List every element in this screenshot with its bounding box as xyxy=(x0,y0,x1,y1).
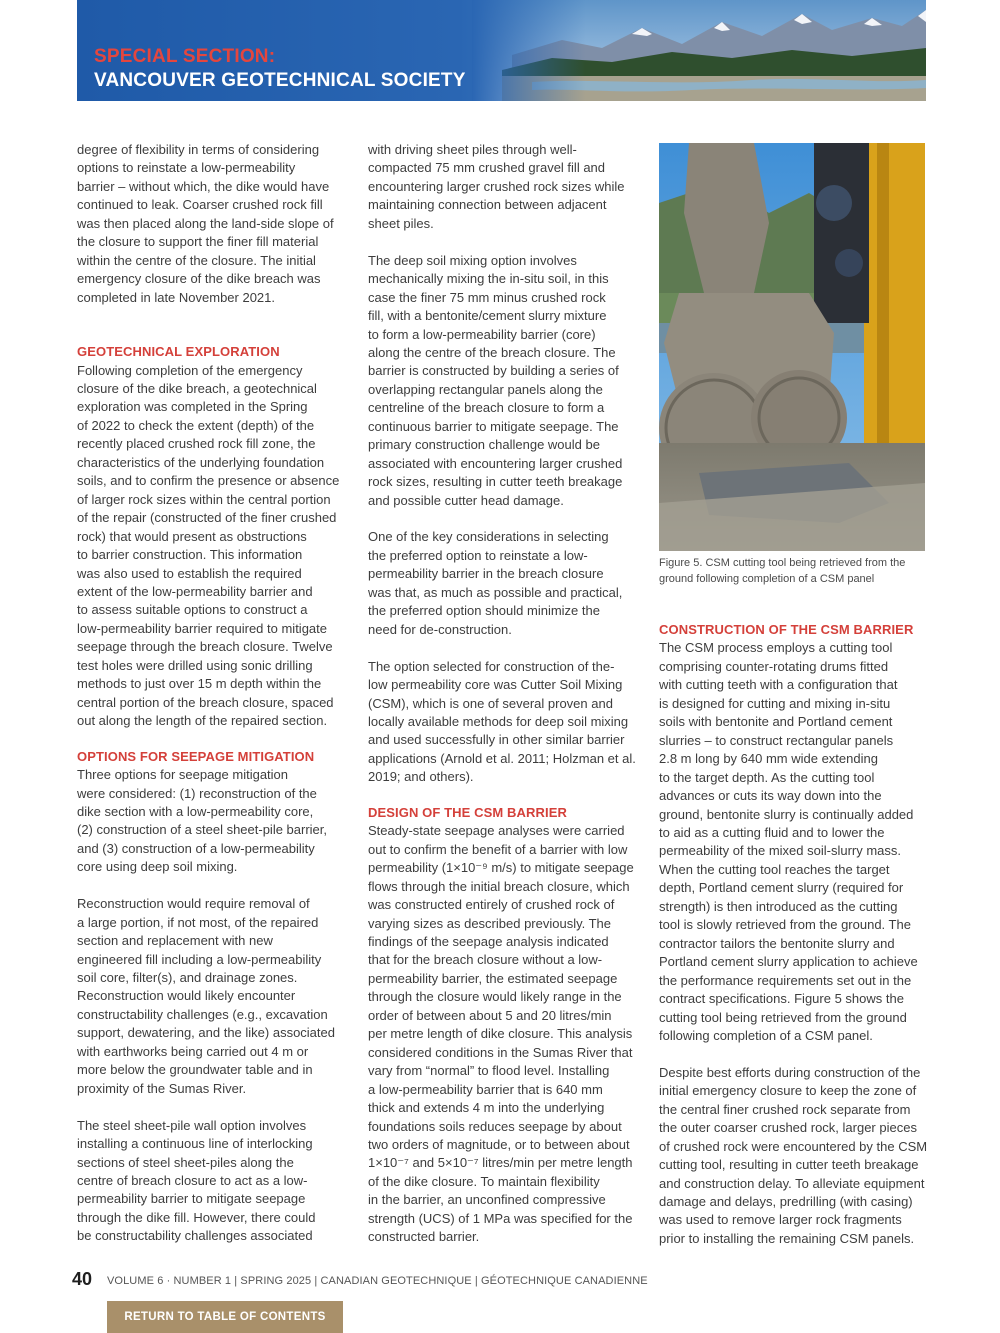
article-column-2 xyxy=(368,141,643,1247)
paragraph: The CSM process employs a cutting tool comprising counter-rotating drums fitted with cutting teeth with a configuration that is designed for cutting and mixing in-situ soils with bentonite and Portland cement slurries – to construct rectangular panels 2.8 m long by 640 mm wide extending to the target depth. As the cutting tool advances or cuts its way down into the ground, bentonite slurry is continually added to aid as a cutting fluid and to lower the permeability of the mixed soil-slurry mass. When the cutting tool reaches the target depth, Portland cement slurry (required for strength) is then introduced as the cutting tool is slowly retrieved from the ground. The contractor tailors the bentonite slurry and Portland cement slurry application to achieve the performance requirements set out in the contract specifications. Figure 5 shows the cutting tool being retrieved from the ground following completion of a CSM panel. xyxy=(659,640,918,1043)
section-heading-geotechnical-exploration: GEOTECHNICAL EXPLORATION xyxy=(77,344,280,360)
section-heading-seepage-options: OPTIONS FOR SEEPAGE MITIGATION xyxy=(77,748,315,764)
paragraph: Despite best efforts during construction of the initial emergency closure to keep the zone of the central finer crushed rock separate from the outer coarser crushed rock, larger pieces of crushed rock were encountered by the CSM cutting tool, resulting in cutter teeth breakage and construction delay. To alleviate equipment damage and delays, predrilling (with casing) was used to remove larger rock fragments prior to installing the remaining CSM panels. xyxy=(659,1064,928,1246)
paragraph: The deep soil mixing option involves mechanically mixing the in-situ soil, in this case the finer 75 mm minus crushed rock fill, with a bentonite/cement slurry mixture to form a low-permeability barrier (core) along the centre of the breach closure. The barrier is constructed by building a series of overlapping rectangular panels along the centreline of the breach closure to form a continuous barrier to mitigate seepage. The primary construction challenge would be associated with encountering larger crushed rock sizes, resulting in cutter teeth breakage and possible cutter head damage. xyxy=(368,252,623,508)
paragraph: degree of flexibility in terms of considering options to reinstate a low-permeability barrier – without which, the dike would have continued to leak. Coarser crushed rock fill was then placed along the land-side slope of the closure to support the finer fill material within the centre of the closure. The initial emergency closure of the dike breach was completed in late November 2021. xyxy=(77,142,334,305)
article-column-1 xyxy=(77,141,352,1246)
section-heading-construction: CONSTRUCTION OF THE CSM BARRIER xyxy=(659,622,914,637)
paragraph: Reconstruction would require removal of a large portion, if not most, of the repaired section and replacement with new engineered fill including a low-permeability soil core, filter(s), and drainage zones. Reconstruction would likely encounter constructability challenges (e.g., excavation support, dewatering, and the like) associated with earthworks being carried out 4 m or more below the groundwater table and in proximity of the Sumas River. xyxy=(77,896,335,1096)
paragraph: The option selected for construction of the- low permeability core was Cutter Soil Mixing (CSM), which is one of several proven and locally available methods for deep soil mixing and used successfully in other similar barrier applications (Arnold et al. 2011; Holzman et al. 2019; and others). xyxy=(368,658,636,785)
page-number: 40 xyxy=(72,1269,93,1289)
csm-cutting-tool-photo xyxy=(659,143,925,551)
paragraph: Following completion of the emergency closure of the dike breach, a geotechnical exploration was completed in the Spring of 2022 to check the extent (depth) of the recently placed crushed rock fill zone, the characteristics of the underlying foundation soils, and to confirm the presence or absence of larger rock sizes within the central portion of the repair (constructed of the finer crushed rock) that would present as obstructions to barrier construction. This information was also used to establish the required extent of the low-permeability barrier and to assess suitable options to construct a low-permeability barrier required to mitigate seepage through the breach closure. Twelve test holes were drilled using sonic drilling methods to just over 15 m depth within the central portion of the breach closure, spaced out along the length of the repaired section. xyxy=(77,362,340,729)
paragraph: with driving sheet piles through well- compacted 75 mm crushed gravel fill and encountering larger crushed rock sizes while maintaining connection between adjacent sheet piles. xyxy=(368,142,625,231)
figure-caption: Figure 5. CSM cutting tool being retrieved from the ground following completion of a CSM panel xyxy=(659,557,906,585)
banner-kicker: SPECIAL SECTION: xyxy=(94,46,276,67)
mountain-landscape-image xyxy=(472,0,926,101)
article-column-3 xyxy=(659,621,931,1248)
section-banner xyxy=(77,0,926,101)
paragraph: The steel sheet-pile wall option involves installing a continuous line of interlocking sections of steel sheet-piles along the centre of breach closure to act as a low- permeability barrier to mitigate seepage through the dike fill. However, there could be constructability challenges associated xyxy=(77,1117,316,1244)
publication-info: VOLUME 6 · NUMBER 1 | SPRING 2025 | CANADIAN GEOTECHNIQUE | GÉOTECHNIQUE CANADIENNE xyxy=(107,1275,648,1287)
paragraph: Three options for seepage mitigation were considered: (1) reconstruction of the dike section with a low-permeability core, (2) construction of a steel sheet-pile barrier, and (3) construction of a low-permeability core using deep soil mixing. xyxy=(77,767,328,875)
return-to-toc-button[interactable]: RETURN TO TABLE OF CONTENTS xyxy=(107,1301,343,1333)
section-heading-design: DESIGN OF THE CSM BARRIER xyxy=(368,804,567,820)
paragraph: One of the key considerations in selecting the preferred option to reinstate a low- permeability barrier in the breach closure was that, as much as possible and practical, the preferred option should minimize the need for de-construction. xyxy=(368,529,623,637)
banner-title: VANCOUVER GEOTECHNICAL SOCIETY xyxy=(94,70,466,91)
paragraph: Steady-state seepage analyses were carried out to confirm the benefit of a barrier with low permeability (1×10⁻⁹ m/s) to mitigate seepage flows through the initial breach closure, which was constructed entirely of crushed rock of varying sizes as described previously. The findings of the seepage analysis indicated that for the breach closure without a low- permeability barrier, the estimated seepage through the closure would likely range in the order of between about 5 and 20 litres/min per metre length of dike closure. This analysis considered conditions in the Sumas River that vary from “normal” to flood level. Installing a low-permeability barrier that is 640 mm thick and extends 4 m into the underlying foundations soils reduces seepage by about two orders of magnitude, or to between about 1×10⁻⁷ and 5×10⁻⁷ litres/min per metre length of the dike closure. To maintain flexibility in the barrier, an unconfined compressive strength (UCS) of 1 MPa was specified for the constructed barrier. xyxy=(368,823,634,1245)
